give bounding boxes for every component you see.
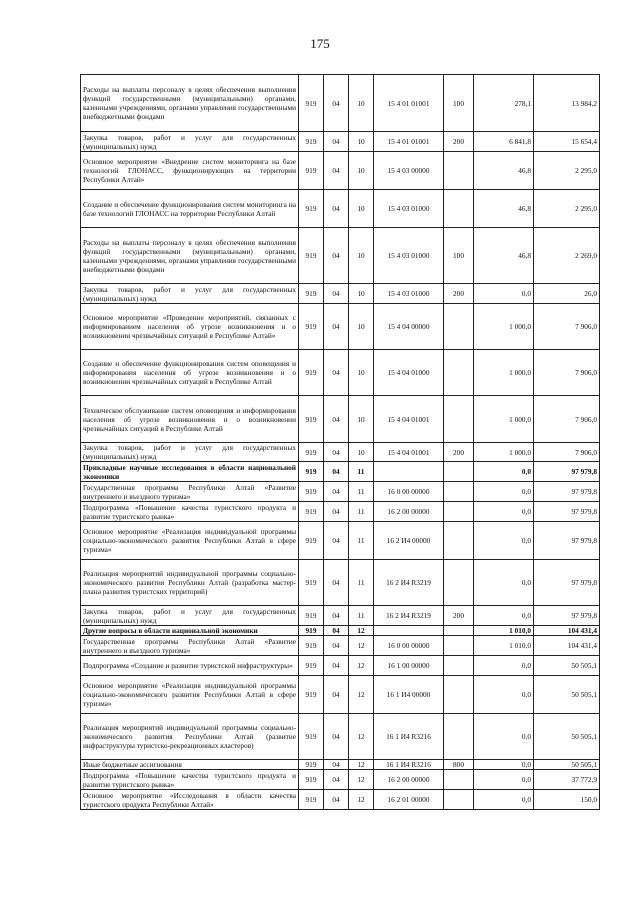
target-article-cell: 16 2 И4 00000 bbox=[374, 522, 444, 560]
amount-change-cell: 0,0 bbox=[474, 606, 534, 626]
subsection-code-cell: 12 bbox=[349, 714, 374, 760]
table-row bbox=[81, 760, 600, 770]
admin-code-cell: 919 bbox=[299, 522, 324, 560]
table-row bbox=[81, 790, 600, 810]
admin-code-cell: 919 bbox=[299, 75, 324, 132]
section-code-cell: 04 bbox=[324, 522, 349, 560]
amount-change-cell: 0,0 bbox=[474, 656, 534, 676]
amount-change-cell: 46,8 bbox=[474, 190, 534, 228]
amount-total-cell: 97 979,8 bbox=[534, 522, 600, 560]
expense-type-cell bbox=[444, 304, 474, 350]
section-code-cell: 04 bbox=[324, 770, 349, 790]
budget-table bbox=[80, 74, 600, 810]
subsection-code-cell: 10 bbox=[349, 75, 374, 132]
target-article-cell: 15 4 04 01001 bbox=[374, 396, 444, 443]
item-name-cell: Основное мероприятие «Реализация индивидуальной программы социально-экономического развития Республики Алтай в сфере туризма» bbox=[81, 676, 299, 714]
section-code-cell: 04 bbox=[324, 190, 349, 228]
section-code-cell: 04 bbox=[324, 284, 349, 304]
expense-type-cell: 100 bbox=[444, 75, 474, 132]
table-row bbox=[81, 656, 600, 676]
target-article-cell: 16 1 И4 R3216 bbox=[374, 714, 444, 760]
subsection-code-cell: 10 bbox=[349, 284, 374, 304]
item-name-cell: Расходы на выплаты персоналу в целях обеспечения выполнения функций государственными (муниципальными) органами, казенными учреждениями, органами управления государственными внебюджетными фондами bbox=[81, 75, 299, 132]
expense-type-cell bbox=[444, 676, 474, 714]
item-name-cell: Расходы на выплаты персоналу в целях обеспечения выполнения функций государственными (муниципальными) органами, казенными учреждениями, органами управления государственными внебюджетными фондами bbox=[81, 228, 299, 284]
item-name-cell: Подпрограмма «Повышение качества туристского продукта и развитие туристского рынка» bbox=[81, 502, 299, 522]
item-name-cell: Иные бюджетные ассигнования bbox=[81, 760, 299, 770]
amount-total-cell: 50 505,1 bbox=[534, 714, 600, 760]
expense-type-cell bbox=[444, 396, 474, 443]
item-name-cell: Прикладные научные исследования в области национальной экономики bbox=[81, 462, 299, 482]
admin-code-cell: 919 bbox=[299, 462, 324, 482]
subsection-code-cell: 11 bbox=[349, 482, 374, 502]
expense-type-cell: 100 bbox=[444, 228, 474, 284]
subsection-code-cell: 12 bbox=[349, 760, 374, 770]
expense-type-cell bbox=[444, 350, 474, 396]
expense-type-cell: 200 bbox=[444, 443, 474, 462]
amount-change-cell: 0,0 bbox=[474, 284, 534, 304]
section-code-cell: 04 bbox=[324, 75, 349, 132]
amount-total-cell: 97 979,8 bbox=[534, 502, 600, 522]
subsection-code-cell: 12 bbox=[349, 790, 374, 810]
item-name-cell: Основное мероприятие «Исследования в области качества туристского продукта Республики Алтай» bbox=[81, 790, 299, 810]
item-name-cell: Закупка товаров, работ и услуг для государственных (муниципальных) нужд bbox=[81, 132, 299, 152]
amount-change-cell: 1 000,0 bbox=[474, 396, 534, 443]
subsection-code-cell: 11 bbox=[349, 502, 374, 522]
section-code-cell: 04 bbox=[324, 676, 349, 714]
subsection-code-cell: 10 bbox=[349, 443, 374, 462]
section-code-cell: 04 bbox=[324, 626, 349, 636]
subsection-code-cell: 10 bbox=[349, 304, 374, 350]
subsection-code-cell: 10 bbox=[349, 228, 374, 284]
admin-code-cell: 919 bbox=[299, 760, 324, 770]
item-name-cell: Закупка товаров, работ и услуг для государственных (муниципальных) нужд bbox=[81, 606, 299, 626]
page-number: 175 bbox=[310, 36, 330, 51]
admin-code-cell: 919 bbox=[299, 304, 324, 350]
admin-code-cell: 919 bbox=[299, 770, 324, 790]
amount-total-cell: 26,0 bbox=[534, 284, 600, 304]
table-row bbox=[81, 75, 600, 132]
admin-code-cell: 919 bbox=[299, 714, 324, 760]
amount-total-cell: 97 979,8 bbox=[534, 606, 600, 626]
target-article-cell: 15 4 01 01001 bbox=[374, 75, 444, 132]
admin-code-cell: 919 bbox=[299, 396, 324, 443]
subsection-code-cell: 10 bbox=[349, 396, 374, 443]
amount-change-cell: 0,0 bbox=[474, 770, 534, 790]
target-article-cell: 16 0 00 00000 bbox=[374, 482, 444, 502]
target-article-cell: 15 4 01 01001 bbox=[374, 132, 444, 152]
section-code-cell: 04 bbox=[324, 228, 349, 284]
section-code-cell: 04 bbox=[324, 760, 349, 770]
section-code-cell: 04 bbox=[324, 790, 349, 810]
table-row bbox=[81, 190, 600, 228]
admin-code-cell: 919 bbox=[299, 676, 324, 714]
section-code-cell: 04 bbox=[324, 443, 349, 462]
expense-type-cell bbox=[444, 152, 474, 190]
subsection-code-cell: 11 bbox=[349, 560, 374, 606]
section-code-cell: 04 bbox=[324, 152, 349, 190]
section-code-cell: 04 bbox=[324, 462, 349, 482]
admin-code-cell: 919 bbox=[299, 190, 324, 228]
amount-total-cell: 7 906,0 bbox=[534, 304, 600, 350]
item-name-cell: Реализация мероприятий индивидуальной программы социально-экономического развития Республики Алтай (разработка мастер-плана развития туристских территорий) bbox=[81, 560, 299, 606]
amount-change-cell: 0,0 bbox=[474, 560, 534, 606]
table-row bbox=[81, 482, 600, 502]
table-row bbox=[81, 284, 600, 304]
item-name-cell: Закупка товаров, работ и услуг для государственных (муниципальных) нужд bbox=[81, 443, 299, 462]
amount-change-cell: 0,0 bbox=[474, 676, 534, 714]
subsection-code-cell: 10 bbox=[349, 152, 374, 190]
expense-type-cell bbox=[444, 502, 474, 522]
admin-code-cell: 919 bbox=[299, 443, 324, 462]
expense-type-cell bbox=[444, 770, 474, 790]
amount-change-cell: 1 000,0 bbox=[474, 443, 534, 462]
amount-change-cell: 1 000,0 bbox=[474, 304, 534, 350]
section-code-cell: 04 bbox=[324, 560, 349, 606]
subsection-code-cell: 11 bbox=[349, 606, 374, 626]
expense-type-cell bbox=[444, 482, 474, 502]
table-row bbox=[81, 132, 600, 152]
expense-type-cell bbox=[444, 714, 474, 760]
amount-total-cell: 2 295,0 bbox=[534, 190, 600, 228]
item-name-cell: Основное мероприятие «Внедрение систем мониторинга на базе технологий ГЛОНАСС, функционирующих на территории Республики Алтай» bbox=[81, 152, 299, 190]
expense-type-cell bbox=[444, 656, 474, 676]
item-name-cell: Основное мероприятие «Проведение мероприятий, связанных с информированием населения об угрозе возникновения и о возникновении чрезвычайных ситуаций в Республике Алтай» bbox=[81, 304, 299, 350]
target-article-cell: 16 1 00 00000 bbox=[374, 656, 444, 676]
item-name-cell: Закупка товаров, работ и услуг для государственных (муниципальных) нужд bbox=[81, 284, 299, 304]
section-code-cell: 04 bbox=[324, 304, 349, 350]
table-row bbox=[81, 228, 600, 284]
admin-code-cell: 919 bbox=[299, 560, 324, 606]
item-name-cell: Подпрограмма «Создание и развитие туристской инфраструктуры» bbox=[81, 656, 299, 676]
expense-type-cell bbox=[444, 790, 474, 810]
table-row bbox=[81, 770, 600, 790]
amount-change-cell: 0,0 bbox=[474, 760, 534, 770]
admin-code-cell: 919 bbox=[299, 350, 324, 396]
target-article-cell: 15 4 04 01000 bbox=[374, 350, 444, 396]
expense-type-cell: 200 bbox=[444, 606, 474, 626]
expense-type-cell bbox=[444, 190, 474, 228]
admin-code-cell: 919 bbox=[299, 284, 324, 304]
target-article-cell: 16 0 00 00000 bbox=[374, 636, 444, 656]
admin-code-cell: 919 bbox=[299, 228, 324, 284]
table-row bbox=[81, 350, 600, 396]
table-row bbox=[81, 522, 600, 560]
amount-total-cell: 97 979,8 bbox=[534, 482, 600, 502]
table-row bbox=[81, 560, 600, 606]
admin-code-cell: 919 bbox=[299, 482, 324, 502]
amount-change-cell: 46,8 bbox=[474, 228, 534, 284]
target-article-cell: 16 1 И4 00000 bbox=[374, 676, 444, 714]
target-article-cell bbox=[374, 462, 444, 482]
table-row bbox=[81, 152, 600, 190]
budget-table-body bbox=[81, 75, 600, 810]
expense-type-cell: 200 bbox=[444, 284, 474, 304]
amount-total-cell: 150,0 bbox=[534, 790, 600, 810]
amount-change-cell: 278,1 bbox=[474, 75, 534, 132]
section-code-cell: 04 bbox=[324, 656, 349, 676]
item-name-cell: Государственная программа Республики Алтай «Развитие внутреннего и въездного туризма» bbox=[81, 482, 299, 502]
section-code-cell: 04 bbox=[324, 606, 349, 626]
item-name-cell: Основное мероприятие «Реализация индивидуальной программы социально-экономического развития Республики Алтай в сфере туризма» bbox=[81, 522, 299, 560]
target-article-cell: 16 1 И4 R3216 bbox=[374, 760, 444, 770]
expense-type-cell bbox=[444, 636, 474, 656]
amount-change-cell: 0,0 bbox=[474, 462, 534, 482]
item-name-cell: Создание и обеспечение функционирования систем мониторинга на базе технологий ГЛОНАСС на территории Республики Алтай bbox=[81, 190, 299, 228]
amount-change-cell: 0,0 bbox=[474, 714, 534, 760]
expense-type-cell bbox=[444, 462, 474, 482]
amount-total-cell: 13 984,2 bbox=[534, 75, 600, 132]
expense-type-cell bbox=[444, 626, 474, 636]
table-row bbox=[81, 502, 600, 522]
amount-change-cell: 46,8 bbox=[474, 152, 534, 190]
target-article-cell: 15 4 03 00000 bbox=[374, 152, 444, 190]
target-article-cell: 15 4 03 01000 bbox=[374, 284, 444, 304]
target-article-cell: 15 4 03 01000 bbox=[374, 190, 444, 228]
table-row bbox=[81, 443, 600, 462]
item-name-cell: Техническое обслуживание систем оповещения и информирования населения об угрозе возникновения и о возникновении чрезвычайных ситуаций в Республике Алтай bbox=[81, 396, 299, 443]
target-article-cell: 15 4 04 00000 bbox=[374, 304, 444, 350]
subsection-code-cell: 10 bbox=[349, 190, 374, 228]
amount-change-cell: 0,0 bbox=[474, 522, 534, 560]
target-article-cell bbox=[374, 626, 444, 636]
table-row bbox=[81, 606, 600, 626]
section-code-cell: 04 bbox=[324, 636, 349, 656]
item-name-cell: Другие вопросы в области национальной экономики bbox=[81, 626, 299, 636]
target-article-cell: 15 4 03 01000 bbox=[374, 228, 444, 284]
amount-change-cell: 1 010,0 bbox=[474, 636, 534, 656]
amount-total-cell: 50 505,1 bbox=[534, 676, 600, 714]
item-name-cell: Создание и обеспечение функционирования систем оповещения и информирования населения об угрозе возникновения и о возникновении чрезвычайных ситуаций в Республике Алтай bbox=[81, 350, 299, 396]
table-row bbox=[81, 636, 600, 656]
amount-total-cell: 7 906,0 bbox=[534, 443, 600, 462]
amount-total-cell: 37 772,9 bbox=[534, 770, 600, 790]
table-row bbox=[81, 714, 600, 760]
amount-total-cell: 97 979,8 bbox=[534, 560, 600, 606]
amount-total-cell: 104 431,4 bbox=[534, 636, 600, 656]
amount-total-cell: 50 505,1 bbox=[534, 656, 600, 676]
subsection-code-cell: 11 bbox=[349, 462, 374, 482]
section-code-cell: 04 bbox=[324, 482, 349, 502]
section-code-cell: 04 bbox=[324, 714, 349, 760]
admin-code-cell: 919 bbox=[299, 152, 324, 190]
admin-code-cell: 919 bbox=[299, 502, 324, 522]
admin-code-cell: 919 bbox=[299, 656, 324, 676]
amount-total-cell: 7 906,0 bbox=[534, 396, 600, 443]
admin-code-cell: 919 bbox=[299, 626, 324, 636]
target-article-cell: 16 2 00 00000 bbox=[374, 770, 444, 790]
subsection-code-cell: 12 bbox=[349, 770, 374, 790]
table-row bbox=[81, 462, 600, 482]
amount-total-cell: 15 654,4 bbox=[534, 132, 600, 152]
subsection-code-cell: 10 bbox=[349, 350, 374, 396]
table-row bbox=[81, 676, 600, 714]
amount-total-cell: 2 269,0 bbox=[534, 228, 600, 284]
admin-code-cell: 919 bbox=[299, 132, 324, 152]
table-row bbox=[81, 396, 600, 443]
section-code-cell: 04 bbox=[324, 350, 349, 396]
section-code-cell: 04 bbox=[324, 502, 349, 522]
target-article-cell: 16 2 01 00000 bbox=[374, 790, 444, 810]
expense-type-cell: 200 bbox=[444, 132, 474, 152]
table-row bbox=[81, 626, 600, 636]
amount-change-cell: 1 000,0 bbox=[474, 350, 534, 396]
amount-total-cell: 97 979,8 bbox=[534, 462, 600, 482]
subsection-code-cell: 12 bbox=[349, 656, 374, 676]
expense-type-cell bbox=[444, 560, 474, 606]
target-article-cell: 15 4 04 01001 bbox=[374, 443, 444, 462]
target-article-cell: 16 2 И4 R3219 bbox=[374, 560, 444, 606]
subsection-code-cell: 12 bbox=[349, 626, 374, 636]
subsection-code-cell: 12 bbox=[349, 636, 374, 656]
subsection-code-cell: 12 bbox=[349, 676, 374, 714]
section-code-cell: 04 bbox=[324, 132, 349, 152]
amount-change-cell: 6 841,8 bbox=[474, 132, 534, 152]
amount-change-cell: 0,0 bbox=[474, 790, 534, 810]
amount-change-cell: 1 010,0 bbox=[474, 626, 534, 636]
item-name-cell: Реализация мероприятий индивидуальной программы социально-экономического развития Республики Алтай (развитие инфраструктуры туристско-рекреационных кластеров) bbox=[81, 714, 299, 760]
admin-code-cell: 919 bbox=[299, 636, 324, 656]
amount-change-cell: 0,0 bbox=[474, 482, 534, 502]
item-name-cell: Подпрограмма «Повышение качества туристского продукта и развитие туристского рынка» bbox=[81, 770, 299, 790]
expense-type-cell bbox=[444, 522, 474, 560]
item-name-cell: Государственная программа Республики Алтай «Развитие внутреннего и въездного туризма» bbox=[81, 636, 299, 656]
subsection-code-cell: 10 bbox=[349, 132, 374, 152]
subsection-code-cell: 11 bbox=[349, 522, 374, 560]
target-article-cell: 16 2 И4 R3219 bbox=[374, 606, 444, 626]
target-article-cell: 16 2 00 00000 bbox=[374, 502, 444, 522]
admin-code-cell: 919 bbox=[299, 790, 324, 810]
expense-type-cell: 800 bbox=[444, 760, 474, 770]
amount-change-cell: 0,0 bbox=[474, 502, 534, 522]
amount-total-cell: 50 505,1 bbox=[534, 760, 600, 770]
table-row bbox=[81, 304, 600, 350]
admin-code-cell: 919 bbox=[299, 606, 324, 626]
section-code-cell: 04 bbox=[324, 396, 349, 443]
amount-total-cell: 104 431,4 bbox=[534, 626, 600, 636]
amount-total-cell: 2 295,0 bbox=[534, 152, 600, 190]
amount-total-cell: 7 906,0 bbox=[534, 350, 600, 396]
